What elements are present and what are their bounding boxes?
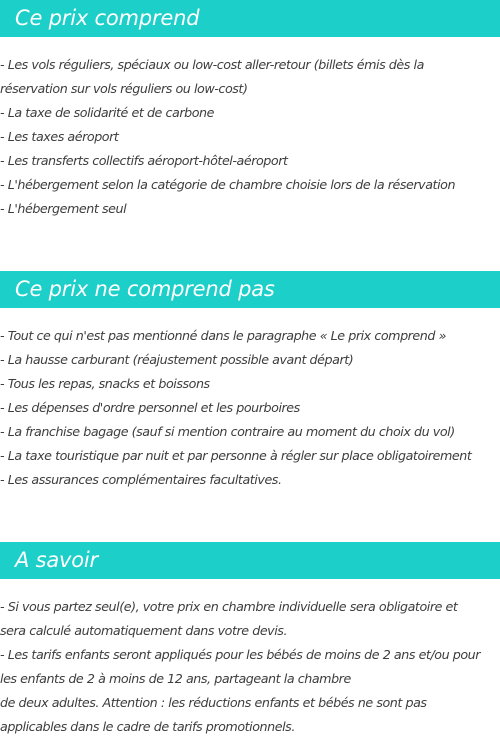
- list-item: - Les tarifs enfants seront appliqués pour les bébés de moins de 2 ans et/ou pour: [0, 647, 481, 662]
- list-item: sera calculé automatiquement dans votre devis.: [0, 623, 288, 638]
- section-heading: Ce prix comprend: [0, 0, 500, 37]
- list-item: réservation sur vols réguliers ou low-cost): [0, 81, 248, 96]
- list-item: les enfants de 2 à moins de 12 ans, partageant la chambre: [0, 671, 351, 686]
- list-item: - Tout ce qui n'est pas mentionné dans le paragraphe « Le prix comprend »: [0, 328, 446, 343]
- list-item: - Les dépenses d'ordre personnel et les pourboires: [0, 400, 300, 415]
- list-item: - Les transferts collectifs aéroport-hôtel-aéroport: [0, 153, 288, 168]
- list-item: - Les taxes aéroport: [0, 129, 119, 144]
- list-item: applicables dans le cadre de tarifs promotionnels.: [0, 719, 295, 734]
- includes-list: [0, 53, 500, 221]
- list-item: - Les assurances complémentaires facultatives.: [0, 472, 282, 487]
- list-item: de deux adultes. Attention : les réductions enfants et bébés ne sont pas: [0, 695, 427, 710]
- section-heading: Ce prix ne comprend pas: [0, 271, 500, 308]
- list-item: - L'hébergement seul: [0, 201, 127, 216]
- list-item: - La taxe touristique par nuit et par personne à régler sur place obligatoirement: [0, 448, 472, 463]
- list-item: - La franchise bagage (sauf si mention contraire au moment du choix du vol): [0, 424, 455, 439]
- list-item: - La taxe de solidarité et de carbone: [0, 105, 214, 120]
- list-item: - Si vous partez seul(e), votre prix en chambre individuelle sera obligatoire et: [0, 599, 458, 614]
- list-item: - Les vols réguliers, spéciaux ou low-cost aller-retour (billets émis dès la: [0, 57, 424, 72]
- list-item: - Tous les repas, snacks et boissons: [0, 376, 210, 391]
- section-heading: A savoir: [0, 542, 500, 579]
- list-item: - L'hébergement selon la catégorie de chambre choisie lors de la réservation: [0, 177, 456, 192]
- excludes-list: [0, 324, 500, 492]
- list-item: - La hausse carburant (réajustement possible avant départ): [0, 352, 354, 367]
- info-list: [0, 595, 500, 739]
